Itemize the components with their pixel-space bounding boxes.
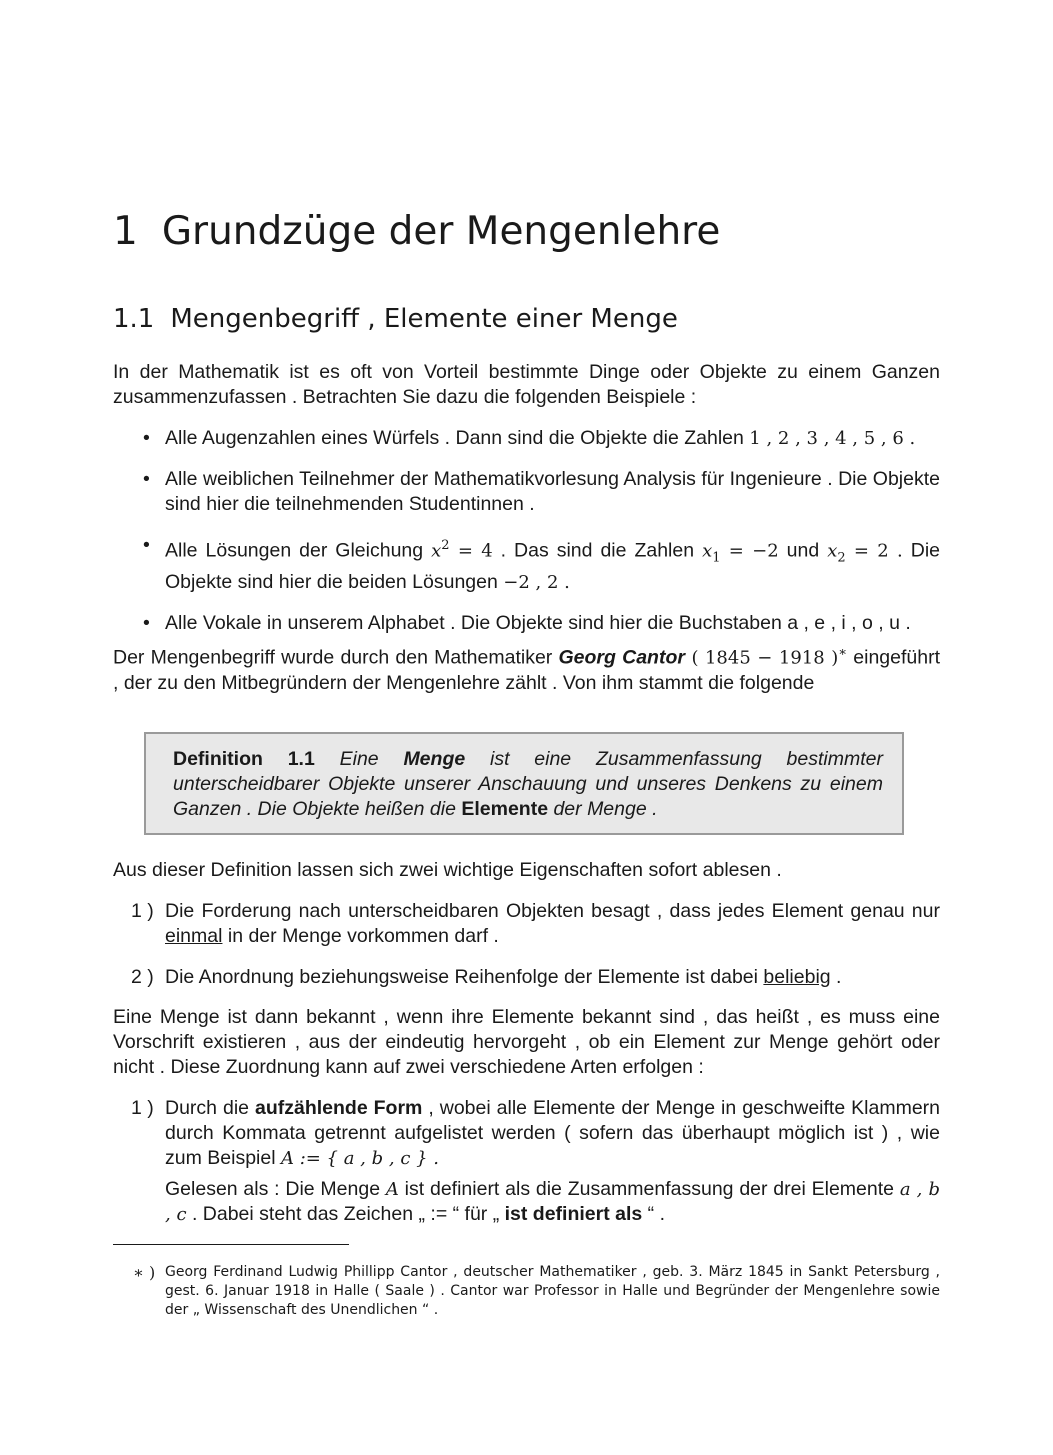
bullet-icon: • [143, 534, 150, 556]
after-definition-paragraph: Aus dieser Definition lassen sich zwei wichtige Eigenschaften sofort ablesen . [113, 859, 782, 881]
definition-label: Definition 1.1 [173, 748, 315, 770]
footnote-text: Georg Ferdinand Ludwig Phillipp Cantor , deutscher Mathematiker , geb. 3. März 1845 in Sankt Petersburg , gest. 6. Januar 1918 in Halle ( Saale ) . Cantor war Professor in Halle und Begründer der Mengenlehre sowie der „ Wissenschaft des Unendlichen “ . [165, 1264, 940, 1318]
bullet-icon: • [143, 612, 150, 635]
bullet-icon: • [143, 468, 150, 490]
footnote-mark: ∗ ) [133, 1263, 156, 1282]
list-item-continuation: Gelesen als : Die Menge A ist definiert als die Zusammenfassung der drei Elemente a , b , c . Dabei steht das Zeichen „ := “ für „ ist definiert als “ . [165, 1178, 940, 1225]
list-item: 1 ) Durch die aufzählende Form , wobei alle Elemente der Menge in geschweifte Klammern durch Kommata getrennt aufgelistet werden ( sofern das überhaupt möglich ist ) , wie zum Beispiel A := { a , b , c } . [131, 1097, 940, 1169]
footnote-rule [113, 1244, 349, 1245]
forms-list [113, 1096, 940, 1243]
bullet-icon: • [143, 427, 150, 449]
examples-list [113, 426, 940, 652]
footnote-marker: ∗ [838, 645, 848, 660]
chapter-number: 1 [113, 209, 138, 254]
intro-paragraph [113, 360, 940, 410]
list-item: • Alle Lösungen der Gleichung $x^2 = 4$ . Das sind die Zahlen $x_1 = -2$ und $x_2 = 2$ . Die Objekte sind hier die beiden Lösungen −2 , 2 . [143, 534, 941, 594]
section-number: 1.1 [113, 304, 155, 334]
properties-list [113, 899, 940, 1006]
list-item: 1 ) Die Forderung nach unterscheidbaren Objekten besagt , dass jedes Element genau nur einmal in der Menge vorkommen darf . [131, 900, 940, 947]
list-item: • Alle Vokale in unserem Alphabet . Die Objekte sind hier die Buchstaben a , e , i , o , u . [143, 612, 911, 635]
cantor-paragraph: Der Mengenbegriff wurde durch den Mathematiker Georg Cantor ( 1845 − 1918 )∗ eingeführt , der zu den Mitbegründern der Mengenlehre zählt . Von ihm stammt die folgende [113, 645, 940, 694]
list-item: • Alle Augenzahlen eines Würfels . Dann sind die Objekte die Zahlen 1 , 2 , 3 , 4 , 5 , 6 . [143, 427, 916, 449]
section-title: Mengenbegriff , Elemente einer Menge [170, 304, 678, 334]
known-paragraph: Eine Menge ist dann bekannt , wenn ihre Elemente bekannt sind , das heißt , es muss eine Vorschrift existieren , aus der eindeutig hervorgeht , ob ein Element zur Menge gehört oder nicht . Diese Zuordnung kann auf zwei verschiedene Arten erfolgen : [113, 1006, 940, 1078]
chapter-heading [113, 208, 720, 256]
section-heading [113, 302, 678, 336]
list-item: • Alle weiblichen Teilnehmer der Mathematikvorlesung Analysis für Ingenieure . Die Objekte sind hier die teilnehmenden Studentinnen . [143, 468, 940, 515]
definition-box: Definition 1.1 Eine Menge ist eine Zusammenfassung bestimmter unterscheidbarer Objekte unserer Anschauung und unseres Denkens zu einem Ganzen . Die Objekte heißen die Elemente der Menge . [144, 732, 904, 835]
cantor-name: Georg Cantor [558, 646, 685, 669]
list-item: 2 ) Die Anordnung beziehungsweise Reihenfolge der Elemente ist dabei beliebig . [131, 966, 842, 988]
footnote [113, 1263, 940, 1320]
chapter-title: Grundzüge der Mengenlehre [161, 209, 721, 254]
intro-text: In der Mathematik ist es oft von Vorteil bestimmte Dinge oder Objekte zu einem Ganzen zusammenzufassen . Betrachten Sie dazu die folgenden Beispiele : [113, 361, 940, 408]
